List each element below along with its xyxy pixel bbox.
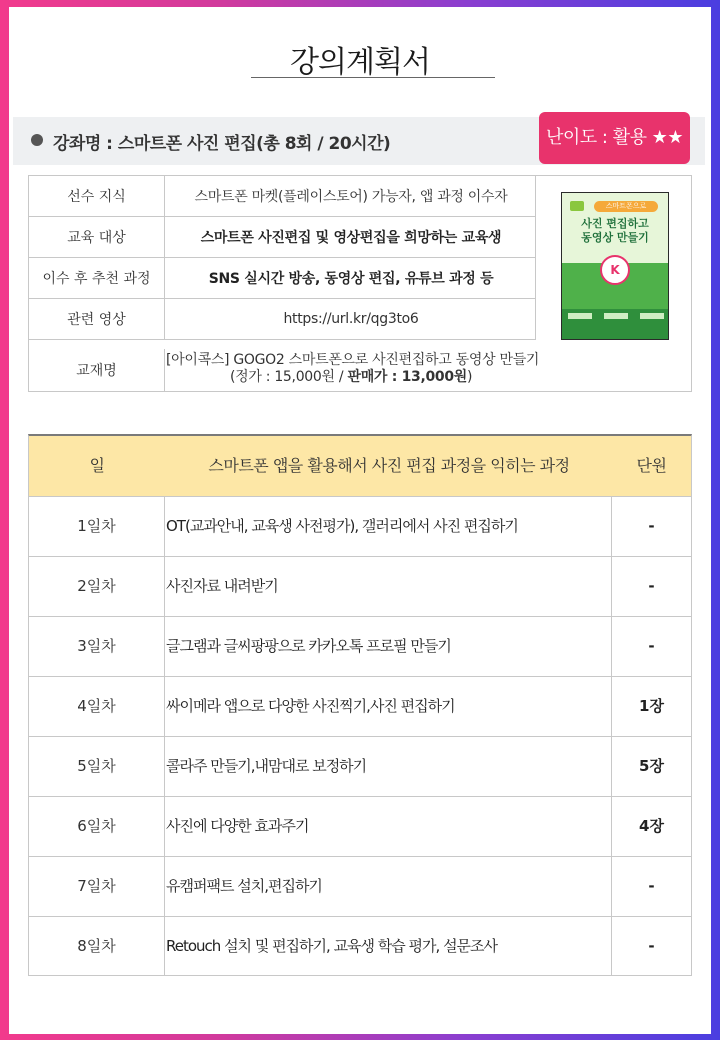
- header-content: 스마트폰 앱을 활용해서 사진 편집 과정을 익히는 과정: [208, 456, 570, 475]
- textbook-price: (정가 : 15,000원 / 판매가 : 13,000원): [230, 369, 473, 385]
- info-value: SNS 실시간 방송, 동영상 편집, 유튜브 과정 등: [208, 271, 494, 287]
- day-cell: 8일차: [29, 917, 165, 976]
- unit-cell: 1장: [639, 697, 664, 715]
- cover-title: 사진 편집하고 동영상 만들기: [581, 217, 649, 244]
- table-row: [29, 496, 691, 556]
- content-cell: Retouch 설치 및 편집하기, 교육생 학습 평가, 설문조사: [166, 917, 612, 976]
- info-value: 스마트폰 사진편집 및 영상편집을 희망하는 교육생: [200, 230, 502, 246]
- info-row-target: [29, 217, 536, 258]
- info-label: 교육 대상: [29, 217, 165, 257]
- info-label: 이수 후 추천 과정: [29, 258, 165, 298]
- cover-logo-icon: K: [600, 255, 630, 285]
- bullet-icon: [31, 134, 43, 146]
- sale-price: 판매가 : 13,000원: [347, 369, 468, 385]
- textbook-value: [166, 349, 686, 394]
- day-cell: 2일차: [29, 557, 165, 616]
- day-cell: 7일차: [29, 857, 165, 916]
- table-row: [29, 676, 691, 736]
- content-cell: 사진자료 내려받기: [166, 557, 612, 616]
- content-cell: 싸이메라 앱으로 다양한 사진찍기,사진 편집하기: [166, 677, 612, 736]
- related-video-link[interactable]: https://url.kr/qg3to6: [283, 311, 419, 327]
- course-info-table: [28, 175, 692, 392]
- table-row: [29, 736, 691, 796]
- course-name: 강좌명 : 스마트폰 사진 편집(총 8회 / 20시간): [53, 134, 391, 154]
- difficulty-badge: 난이도 : 활용 ★★: [539, 112, 690, 164]
- unit-cell: 4장: [639, 817, 664, 835]
- info-label: 관련 영상: [29, 299, 165, 339]
- publisher-logo-icon: [570, 201, 584, 211]
- header-unit: 단원: [636, 456, 667, 475]
- day-cell: 6일차: [29, 797, 165, 856]
- content-cell: 글그램과 글씨팡팡으로 카카오톡 프로필 만들기: [166, 617, 612, 676]
- unit-cell: -: [648, 637, 655, 655]
- day-cell: 3일차: [29, 617, 165, 676]
- content-cell: OT(교과안내, 교육생 사전평가), 갤러리에서 사진 편집하기: [166, 497, 612, 556]
- info-value: 스마트폰 마켓(플레이스토어) 가능자, 앱 과정 이수자: [194, 189, 508, 205]
- lecture-plan-sheet: [9, 7, 711, 1034]
- textbook-title: [아이콕스] GOGO2 스마트폰으로 사진편집하고 동영상 만들기: [166, 352, 540, 368]
- content-cell: 유캠퍼팩트 설치,편집하기: [166, 857, 612, 916]
- textbook-cover-image: [561, 192, 669, 340]
- table-row: [29, 796, 691, 856]
- day-cell: 4일차: [29, 677, 165, 736]
- unit-cell: 5장: [639, 757, 664, 775]
- unit-cell: -: [648, 577, 655, 595]
- table-row: [29, 856, 691, 916]
- day-cell: 1일차: [29, 497, 165, 556]
- info-row-prerequisite: [29, 176, 536, 217]
- info-row-textbook: [29, 349, 691, 391]
- info-label: 교재명: [29, 349, 165, 391]
- table-row: [29, 916, 691, 976]
- table-row: [29, 556, 691, 616]
- content-cell: 콜라주 만들기,내맘대로 보정하기: [166, 737, 612, 796]
- schedule-table: [28, 434, 692, 976]
- info-row-video: [29, 299, 536, 340]
- day-cell: 5일차: [29, 737, 165, 796]
- header-day: 일: [89, 456, 105, 475]
- table-row: [29, 616, 691, 676]
- page-title: 강의계획서: [290, 45, 430, 80]
- content-cell: 사진에 다양한 효과주기: [166, 797, 612, 856]
- cover-pill: 스마트폰으로: [594, 201, 658, 212]
- title-underline: [251, 77, 495, 78]
- schedule-header: [29, 436, 691, 496]
- unit-cell: -: [648, 517, 655, 535]
- unit-cell: -: [648, 937, 655, 955]
- info-label: 선수 지식: [29, 176, 165, 216]
- info-row-recommended: [29, 258, 536, 299]
- unit-cell: -: [648, 877, 655, 895]
